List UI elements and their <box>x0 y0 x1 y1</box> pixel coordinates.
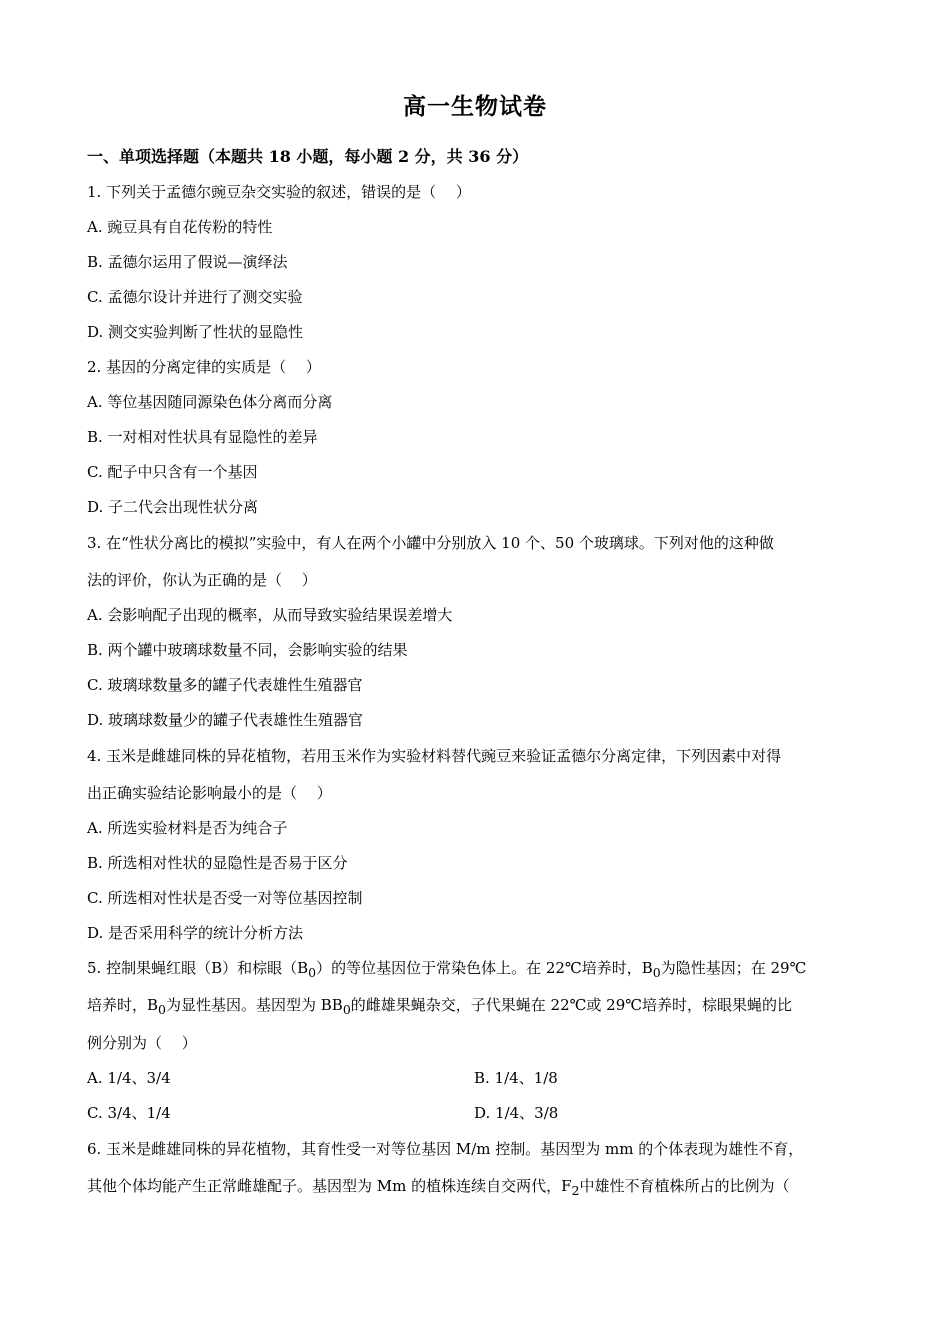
question-1-option-a: A. 豌豆具有自花传粉的特性 <box>87 218 273 236</box>
question-5-stem-line-2: 培养时，$B_0$为显性基因。基因型为 $BB_0$的雌雄果蝇杂交，子代果蝇在 22℃或 29℃培养时，棕眼果蝇的比 <box>87 996 793 1017</box>
question-2-option-c: C. 配子中只含有一个基因 <box>87 463 258 481</box>
question-6-stem-line-1: 6. 玉米是雌雄同株的异花植物，其育性受一对等位基因 M/m 控制。基因型为 mm 的个体表现为雄性不育， <box>87 1140 804 1158</box>
question-5-option-c: C. 3/4、1/4 <box>87 1104 171 1122</box>
question-4-stem-line-1: 4. 玉米是雌雄同株的异花植物，若用玉米作为实验材料替代豌豆来验证孟德尔分离定律，下列因素中对得 <box>87 747 782 765</box>
question-5-option-a: A. 1/4、3/4 <box>87 1069 171 1087</box>
question-5-stem-line-1: 5. 控制果蝇红眼（B）和棕眼$(B_0)$的等位基因位于常染色体上。在 22℃培养时，$B_0$为隐性基因；在 29℃ <box>87 959 807 980</box>
question-5-stem-line-3: 例分别为（ ） <box>87 1034 197 1052</box>
question-1-option-b: B. 孟德尔运用了假说—演绎法 <box>87 253 288 271</box>
question-2-option-a: A. 等位基因随同源染色体分离而分离 <box>87 393 333 411</box>
question-3-option-b: B. 两个罐中玻璃球数量不同，会影响实验的结果 <box>87 641 408 659</box>
question-1-option-d: D. 测交实验判断了性状的显隐性 <box>87 323 304 341</box>
question-2-stem: 2. 基因的分离定律的实质是（ ） <box>87 358 321 376</box>
question-1-stem: 1. 下列关于孟德尔豌豆杂交实验的叙述，错误的是（ ） <box>87 183 471 201</box>
question-3-stem-line-2: 法的评价，你认为正确的是（ ） <box>87 571 317 589</box>
question-2-option-d: D. 子二代会出现性状分离 <box>87 498 259 516</box>
question-5-option-b: B. 1/4、1/8 <box>474 1069 558 1087</box>
question-4-stem-line-2: 出正确实验结论影响最小的是（ ） <box>87 784 332 802</box>
question-3-option-a: A. 会影响配子出现的概率，从而导致实验结果误差增大 <box>87 606 453 624</box>
question-6-stem-line-2: 其他个体均能产生正常雌雄配子。基因型为 Mm 的植株连续自交两代，$F_2$中雄性不育植株所占的比例为（ <box>87 1177 790 1198</box>
question-4-option-c: C. 所选相对性状是否受一对等位基因控制 <box>87 889 363 907</box>
question-3-option-c: C. 玻璃球数量多的罐子代表雄性生殖器官 <box>87 676 363 694</box>
question-4-option-b: B. 所选相对性状的显隐性是否易于区分 <box>87 854 348 872</box>
question-4-option-a: A. 所选实验材料是否为纯合子 <box>87 819 288 837</box>
question-3-stem-line-1: 3. 在“性状分离比的模拟”实验中，有人在两个小罐中分别放入 10 个、50 个玻璃球。下列对他的这种做 <box>87 534 774 552</box>
question-3-option-d: D. 玻璃球数量少的罐子代表雄性生殖器官 <box>87 711 364 729</box>
question-2-option-b: B. 一对相对性状具有显隐性的差异 <box>87 428 318 446</box>
question-5-option-d: D. 1/4、3/8 <box>474 1104 559 1122</box>
question-4-option-d: D. 是否采用科学的统计分析方法 <box>87 924 304 942</box>
question-1-option-c: C. 孟德尔设计并进行了测交实验 <box>87 288 303 306</box>
page-title: 高一生物试卷 <box>403 93 547 120</box>
section-heading: 一、单项选择题（本题共 18 小题，每小题 2 分，共 36 分） <box>87 147 529 166</box>
